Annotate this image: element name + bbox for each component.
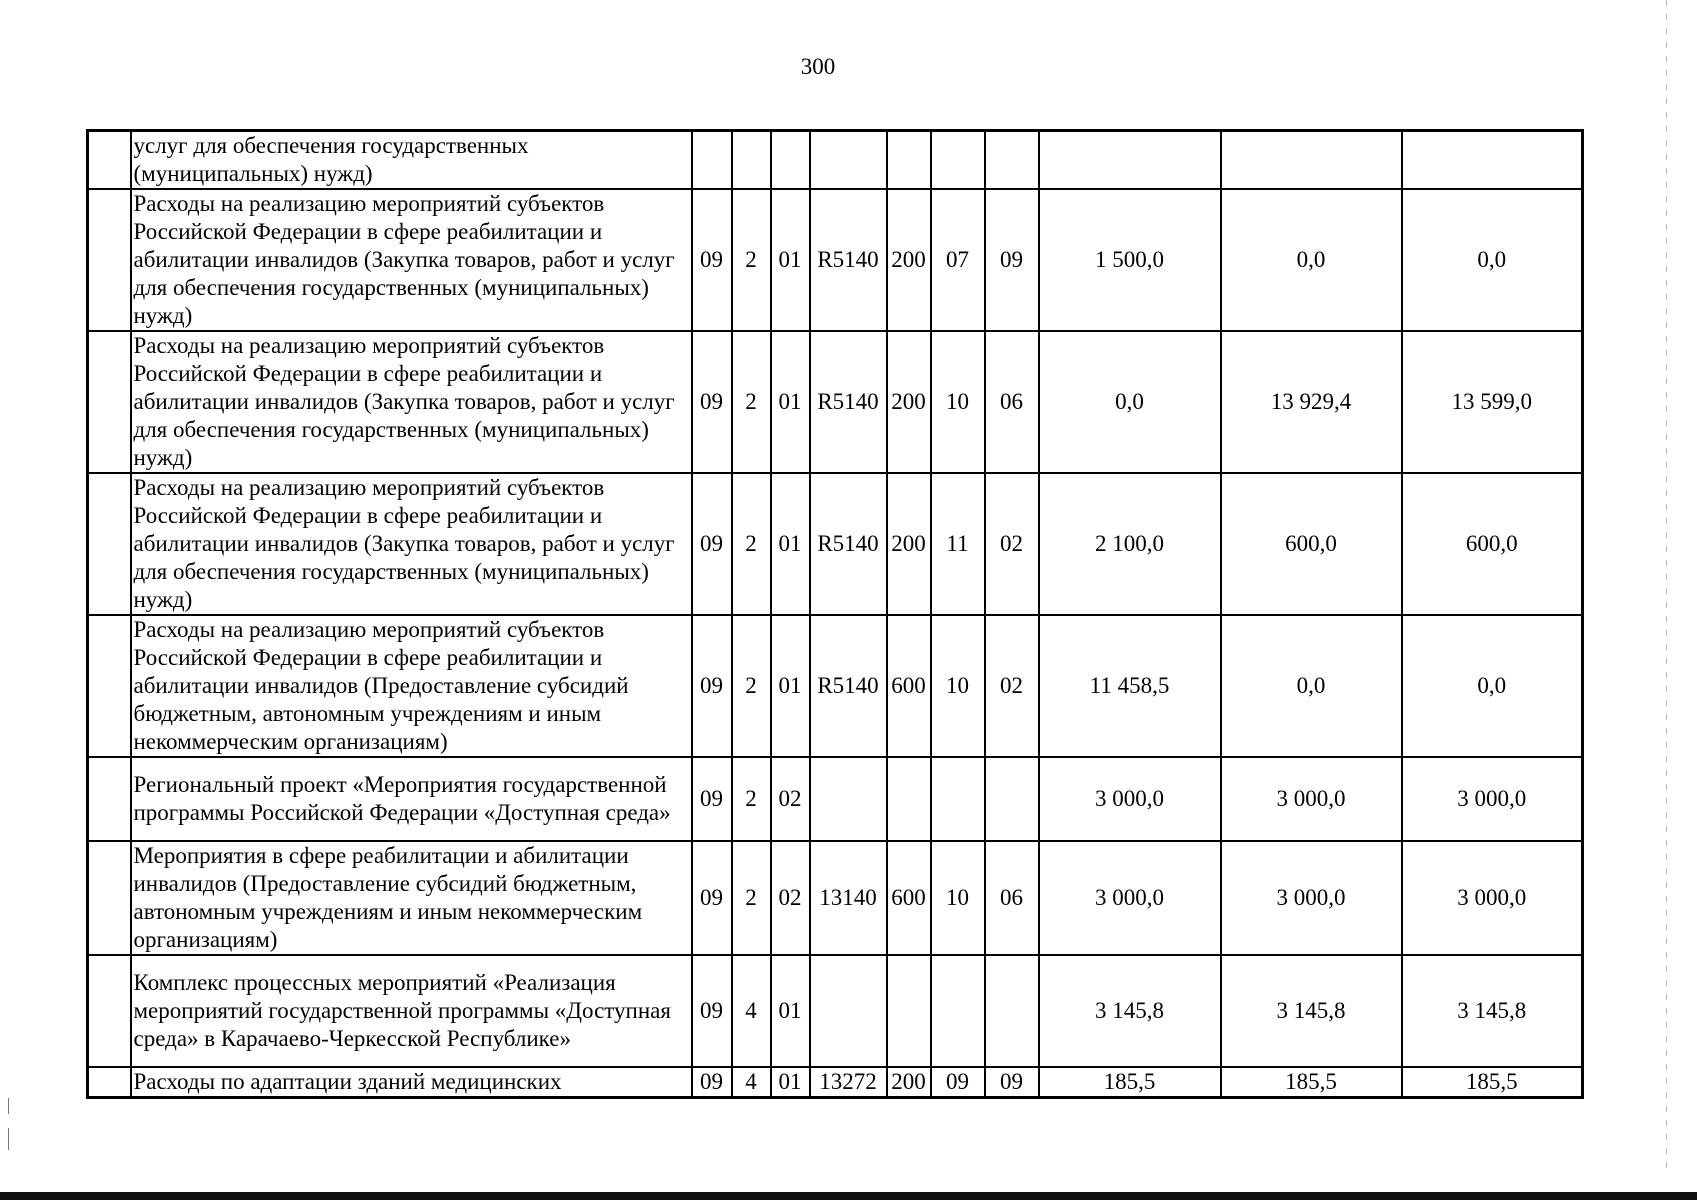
row-number-cell (88, 1067, 131, 1098)
row-number-cell (88, 473, 131, 615)
amount-year-2-cell: 3 000,0 (1221, 841, 1402, 955)
expense-type-cell: 200 (887, 331, 931, 473)
description-cell: Мероприятия в сфере реабилитации и абилитации инвалидов (Предоставление субсидий бюджетным, автономным учреждениям и иным некоммерческим организациям) (131, 841, 692, 955)
subprogram-code-cell: 4 (732, 955, 771, 1067)
section-cell: 09 (931, 1067, 985, 1098)
table-row (88, 1067, 1583, 1098)
subsection-cell: 09 (985, 1067, 1039, 1098)
amount-year-3-cell: 3 000,0 (1402, 757, 1583, 841)
amount-year-2-cell: 185,5 (1221, 1067, 1402, 1098)
expense-type-cell (887, 955, 931, 1067)
direction-code-cell: R5140 (810, 331, 887, 473)
amount-year-1-cell: 3 145,8 (1039, 955, 1221, 1067)
table-row (88, 757, 1583, 841)
amount-year-3-cell (1402, 131, 1583, 190)
amount-year-3-cell: 185,5 (1402, 1067, 1583, 1098)
description-cell: Расходы на реализацию мероприятий субъектов Российской Федерации в сфере реабилитации и абилитации инвалидов (Закупка товаров, работ и услуг для обеспечения государственных (муниципальных) нужд) (131, 331, 692, 473)
program-code-cell (692, 131, 732, 190)
description-cell: Расходы на реализацию мероприятий субъектов Российской Федерации в сфере реабилитации и абилитации инвалидов (Предоставление субсидий бюджетным, автономным учреждениям и иным некоммерческим организациям) (131, 615, 692, 757)
table-row (88, 131, 1583, 190)
direction-code-cell (810, 955, 887, 1067)
amount-year-3-cell: 600,0 (1402, 473, 1583, 615)
amount-year-2-cell: 0,0 (1221, 189, 1402, 331)
amount-year-1-cell: 11 458,5 (1039, 615, 1221, 757)
amount-year-2-cell: 3 145,8 (1221, 955, 1402, 1067)
amount-year-1-cell: 185,5 (1039, 1067, 1221, 1098)
amount-year-3-cell: 3 145,8 (1402, 955, 1583, 1067)
description-cell: Комплекс процессных мероприятий «Реализация мероприятий государственной программы «Доступная среда» в Карачаево-Черкесской Республике» (131, 955, 692, 1067)
direction-code-cell: R5140 (810, 189, 887, 331)
subprogram-code-cell (732, 131, 771, 190)
subsection-cell (985, 955, 1039, 1067)
row-number-cell (88, 955, 131, 1067)
amount-year-3-cell: 0,0 (1402, 189, 1583, 331)
event-code-cell: 01 (771, 955, 810, 1067)
table-row (88, 841, 1583, 955)
event-code-cell: 01 (771, 473, 810, 615)
amount-year-2-cell: 13 929,4 (1221, 331, 1402, 473)
scan-edge (1666, 0, 1667, 1170)
direction-code-cell: 13140 (810, 841, 887, 955)
expense-type-cell: 200 (887, 473, 931, 615)
expense-type-cell: 600 (887, 841, 931, 955)
section-cell: 11 (931, 473, 985, 615)
expense-type-cell (887, 131, 931, 190)
event-code-cell: 01 (771, 331, 810, 473)
table-row (88, 331, 1583, 473)
expense-type-cell (887, 757, 931, 841)
page-number: 300 (800, 54, 836, 79)
direction-code-cell: 13272 (810, 1067, 887, 1098)
scan-mark (8, 1128, 9, 1150)
amount-year-1-cell: 3 000,0 (1039, 841, 1221, 955)
amount-year-3-cell: 13 599,0 (1402, 331, 1583, 473)
subprogram-code-cell: 2 (732, 757, 771, 841)
description-cell: Региональный проект «Мероприятия государственной программы Российской Федерации «Доступная среда» (131, 757, 692, 841)
program-code-cell: 09 (692, 757, 732, 841)
subsection-cell: 02 (985, 615, 1039, 757)
subsection-cell: 09 (985, 189, 1039, 331)
amount-year-1-cell: 0,0 (1039, 331, 1221, 473)
subsection-cell: 02 (985, 473, 1039, 615)
section-cell (931, 757, 985, 841)
amount-year-2-cell (1221, 131, 1402, 190)
event-code-cell: 02 (771, 841, 810, 955)
amount-year-2-cell: 600,0 (1221, 473, 1402, 615)
row-number-cell (88, 189, 131, 331)
description-cell: Расходы на реализацию мероприятий субъектов Российской Федерации в сфере реабилитации и абилитации инвалидов (Закупка товаров, работ и услуг для обеспечения государственных (муниципальных) нужд) (131, 473, 692, 615)
event-code-cell: 01 (771, 189, 810, 331)
subprogram-code-cell: 2 (732, 473, 771, 615)
section-cell (931, 131, 985, 190)
amount-year-1-cell: 3 000,0 (1039, 757, 1221, 841)
row-number-cell (88, 131, 131, 190)
section-cell: 10 (931, 331, 985, 473)
row-number-cell (88, 331, 131, 473)
description-cell: услуг для обеспечения государственных (муниципальных) нужд) (131, 131, 692, 190)
description-cell: Расходы на реализацию мероприятий субъектов Российской Федерации в сфере реабилитации и абилитации инвалидов (Закупка товаров, работ и услуг для обеспечения государственных (муниципальных) нужд) (131, 189, 692, 331)
row-number-cell (88, 615, 131, 757)
table-row (88, 473, 1583, 615)
subprogram-code-cell: 2 (732, 189, 771, 331)
amount-year-2-cell: 3 000,0 (1221, 757, 1402, 841)
program-code-cell: 09 (692, 1067, 732, 1098)
program-code-cell: 09 (692, 841, 732, 955)
event-code-cell: 02 (771, 757, 810, 841)
direction-code-cell: R5140 (810, 615, 887, 757)
subprogram-code-cell: 2 (732, 615, 771, 757)
expense-type-cell: 600 (887, 615, 931, 757)
description-cell: Расходы по адаптации зданий медицинских (131, 1067, 692, 1098)
amount-year-3-cell: 0,0 (1402, 615, 1583, 757)
table-row (88, 955, 1583, 1067)
amount-year-1-cell (1039, 131, 1221, 190)
section-cell: 10 (931, 841, 985, 955)
subsection-cell (985, 131, 1039, 190)
subprogram-code-cell: 2 (732, 331, 771, 473)
event-code-cell (771, 131, 810, 190)
section-cell: 10 (931, 615, 985, 757)
amount-year-3-cell: 3 000,0 (1402, 841, 1583, 955)
program-code-cell: 09 (692, 189, 732, 331)
row-number-cell (88, 757, 131, 841)
amount-year-1-cell: 2 100,0 (1039, 473, 1221, 615)
subsection-cell: 06 (985, 331, 1039, 473)
table-row (88, 189, 1583, 331)
direction-code-cell (810, 757, 887, 841)
expense-type-cell: 200 (887, 189, 931, 331)
subsection-cell: 06 (985, 841, 1039, 955)
program-code-cell: 09 (692, 473, 732, 615)
scan-mark (8, 1098, 9, 1114)
row-number-cell (88, 841, 131, 955)
section-cell (931, 955, 985, 1067)
section-cell: 07 (931, 189, 985, 331)
table-row (88, 615, 1583, 757)
subprogram-code-cell: 4 (732, 1067, 771, 1098)
program-code-cell: 09 (692, 955, 732, 1067)
bottom-band (0, 1192, 1697, 1200)
subsection-cell (985, 757, 1039, 841)
amount-year-2-cell: 0,0 (1221, 615, 1402, 757)
program-code-cell: 09 (692, 331, 732, 473)
event-code-cell: 01 (771, 1067, 810, 1098)
program-code-cell: 09 (692, 615, 732, 757)
direction-code-cell: R5140 (810, 473, 887, 615)
budget-table (86, 129, 1584, 1099)
direction-code-cell (810, 131, 887, 190)
expense-type-cell: 200 (887, 1067, 931, 1098)
amount-year-1-cell: 1 500,0 (1039, 189, 1221, 331)
subprogram-code-cell: 2 (732, 841, 771, 955)
event-code-cell: 01 (771, 615, 810, 757)
